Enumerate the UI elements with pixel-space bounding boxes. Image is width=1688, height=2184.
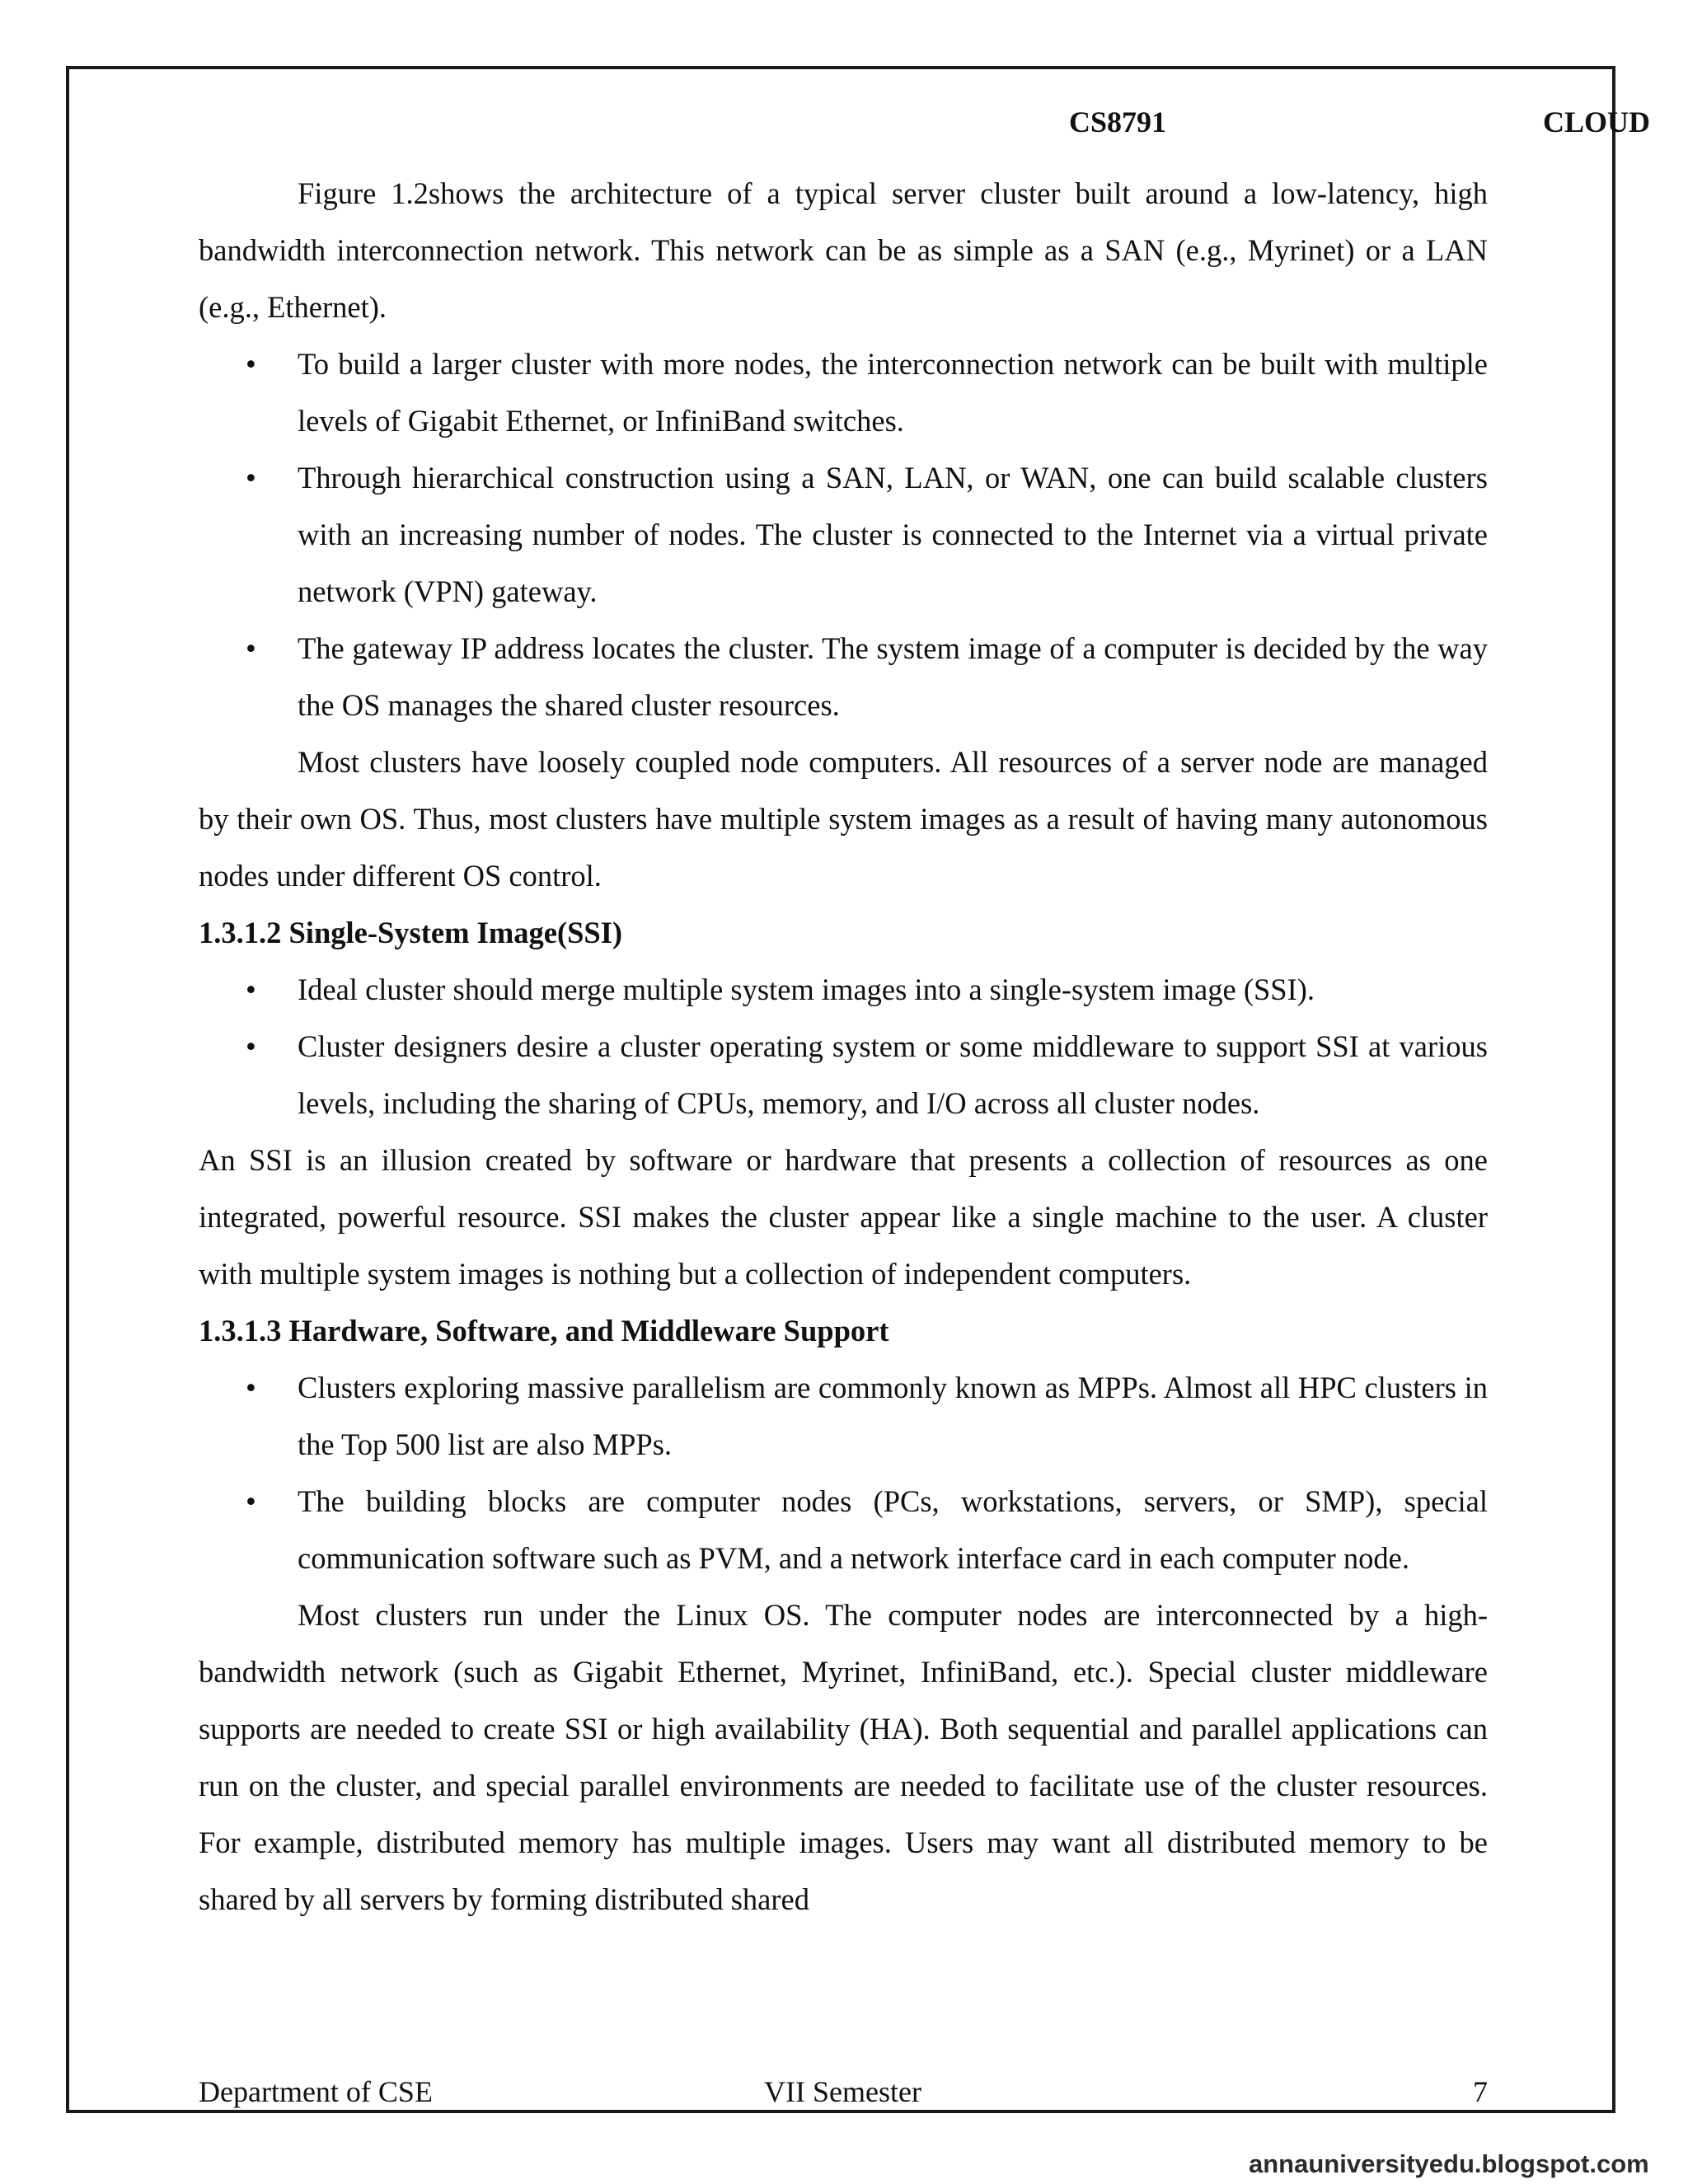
linux-paragraph: Most clusters run under the Linux OS. The computer nodes are interconnected by a high-bandwidth network (such as Gigabit Ethernet, Myrinet, InfiniBand, etc.). Special cluster middleware supports are needed to create SSI or high availability (HA). Both sequential and parallel applications can run on the cluster, and special parallel environments are needed to facilitate use of the cluster resources. For example, distributed memory has multiple images. Users may want all distributed memory to be shared by all servers by forming distributed shared xyxy=(199,1598,1488,1916)
header-subject: CLOUD xyxy=(1543,105,1651,138)
list-item xyxy=(246,1473,1488,1586)
footer-page-number: 7 xyxy=(1473,2075,1488,2108)
bullet-icon: • xyxy=(246,1029,256,1063)
loosely-coupled-paragraph: Most clusters have loosely coupled node computers. All resources of a server node are managed by their own OS. Thus, most clusters have multiple system images as a result of having many autonomous nodes under different OS control. xyxy=(199,745,1488,893)
watermark-url: annauniversityedu.blogspot.com xyxy=(1249,2149,1649,2178)
list-item-text: Ideal cluster should merge multiple system images into a single-system image (SSI). xyxy=(298,972,1315,1006)
list-item-text: Cluster designers desire a cluster operating system or some middleware to support SSI at various levels, including the sharing of CPUs, memory, and I/O across all cluster nodes. xyxy=(298,1029,1488,1120)
list-item-text: Clusters exploring massive parallelism are commonly known as MPPs. Almost all HPC clusters in the Top 500 list are also MPPs. xyxy=(298,1371,1488,1461)
section-heading-ssi: 1.3.1.2 Single-System Image(SSI) xyxy=(199,916,623,949)
page-content xyxy=(199,165,1488,1928)
list-item xyxy=(246,1018,1488,1132)
list-item-text: The gateway IP address locates the cluster. The system image of a computer is decided by the way the OS manages the shared cluster resources. xyxy=(298,631,1488,722)
list-item-text: To build a larger cluster with more nodes, the interconnection network can be built with multiple levels of Gigabit Ethernet, or InfiniBand switches. xyxy=(298,347,1488,438)
list-item-text: Through hierarchical construction using a SAN, LAN, or WAN, one can build scalable clusters with an increasing number of nodes. The cluster is connected to the Internet via a virtual private network (VPN) gateway. xyxy=(298,461,1488,608)
footer-semester: VII Semester xyxy=(764,2075,921,2108)
bullet-icon: • xyxy=(246,631,256,665)
bullet-list-ssi xyxy=(199,961,1488,1132)
section-heading-hardware: 1.3.1.3 Hardware, Software, and Middleware Support xyxy=(199,1314,889,1347)
list-item xyxy=(246,961,1488,1018)
bullet-list-hardware xyxy=(199,1359,1488,1586)
ssi-paragraph: An SSI is an illusion created by software or hardware that presents a collection of resources as one integrated, powerful resource. SSI makes the cluster appear like a single machine to the user. A cluster with multiple system images is nothing but a collection of independent computers. xyxy=(199,1143,1488,1291)
list-item xyxy=(246,335,1488,449)
list-item-text: The building blocks are computer nodes (PCs, workstations, servers, or SMP), special communication software such as PVM, and a network interface card in each computer node. xyxy=(298,1484,1488,1575)
list-item xyxy=(246,620,1488,733)
bullet-icon: • xyxy=(246,347,256,381)
list-item xyxy=(246,449,1488,620)
bullet-icon: • xyxy=(246,461,256,494)
bullet-icon: • xyxy=(246,972,256,1006)
list-item xyxy=(246,1359,1488,1473)
bullet-list-clusters xyxy=(199,335,1488,733)
header-course-code: CS8791 xyxy=(1069,105,1167,138)
footer-department: Department of CSE xyxy=(199,2075,433,2108)
bullet-icon: • xyxy=(246,1371,256,1404)
bullet-icon: • xyxy=(246,1484,256,1518)
intro-paragraph: Figure 1.2shows the architecture of a typical server cluster built around a low-latency, high bandwidth interconnection network. This network can be as simple as a SAN (e.g., Myrinet) or a LAN (e.g., Ethernet). xyxy=(199,176,1488,324)
